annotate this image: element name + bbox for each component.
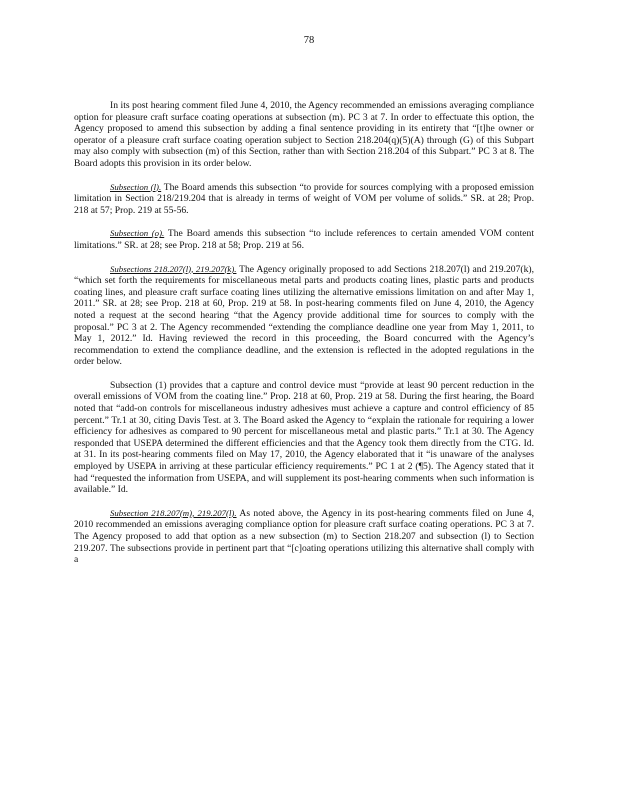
section-heading: Subsections 218.207(l), 219.207(k).: [110, 263, 237, 274]
paragraph-1: [74, 100, 534, 170]
paragraph-6: [74, 508, 534, 566]
paragraph-text: The Board amends this subsection “to provide for sources complying with a proposed emission limitation in Section 218/219.204 that is already in terms of weight of VOM per volume of solids.” SR. at 28; Prop. 218 at 57; Prop. 219 at 55-56.: [74, 181, 534, 216]
section-heading: Subsection (l).: [110, 181, 162, 192]
page-number: 78: [303, 35, 315, 46]
paragraph-2: [74, 182, 534, 217]
paragraph-3: [74, 228, 534, 251]
paragraph-4: [74, 264, 534, 368]
page-body: [74, 100, 534, 578]
paragraph-text: Subsection (1) provides that a capture and control device must “provide at least 90 percent reduction in the overall emissions of VOM from the coating line.” Prop. 218 at 60, Prop. 219 at 58. During the first hearing, the Board noted that “add-on controls for miscellaneous industry adhesives must achieve a capture and control efficiency of 85 percent.” Tr.1 at 30, citing Davis Test. at 3. The Board asked the Agency to “explain the rationale for requiring a lower efficiency for adhesives as compared to 90 percent for miscellaneous metal and plastic parts.” Tr.1 at 30. The Agency responded that USEPA determined the different efficiencies and that the Agency took them directly from the CTG. Id. at 31. In its post-hearing comments filed on May 17, 2010, the Agency elaborated that it “is unaware of the analyses employed by USEPA in arriving at these particular efficiency requirements.” PC 1 at 2 (¶5). The Agency stated that it had “requested the information from USEPA, and will supplement its post-hearing comments when such information is available.” Id.: [74, 379, 534, 496]
paragraph-text: The Board amends this subsection “to include references to certain amended VOM content limitations.” SR. at 28; see Prop. 218 at 58; Prop. 219 at 56.: [74, 228, 534, 251]
paragraph-5: [74, 380, 534, 496]
paragraph-text: The Agency originally proposed to add Sections 218.207(l) and 219.207(k), “which set forth the requirements for miscellaneous metal parts and products coating lines, plastic parts and products coating lines, and pleasure craft surface coating lines utilizing the alternative emissions limitation on and after May 1, 2011.” SR. at 28; see Prop. 218 at 60, Prop. 219 at 58. In post-hearing comments filed on June 4, 2010, the Agency noted a request at the second hearing “that the Agency provide additional time for sources to comply with the proposal.” PC 3 at 2. The Agency recommended “extending the compliance deadline one year from May 1, 2011, to May 1, 2012.” Id. Having reviewed the record in this proceeding, the Board concurred with the Agency’s recommendation to extend the compliance deadline, and the extension is reflected in the adopted regulations in the order below.: [74, 263, 534, 368]
section-heading: Subsection 218.207(m), 219.207(l).: [110, 507, 237, 518]
paragraph-text: As noted above, the Agency in its post-hearing comments filed on June 4, 2010 recommended an emissions averaging compliance option for pleasure craft surface coating operations. PC 3 at 7. The Agency proposed to add that option as a new subsection (m) to Section 218.207 and subsection (l) to Section 219.207. The subsections provide in pertinent part that “[c]oating operations utilizing this alternative shall comply with a: [74, 507, 534, 566]
paragraph-text: In its post hearing comment filed June 4, 2010, the Agency recommended an emissions averaging compliance option for pleasure craft surface coating operations at subsection (m). PC 3 at 7. In order to effectuate this option, the Agency proposed to amend this subsection by adding a final sentence providing in its entirety that “[t]he owner or operator of a pleasure craft surface coating operation subject to Section 218.204(q)(5)(A) through (G) of this Subpart may also comply with subsection (m) of this Section, rather than with Section 218.204 of this Subpart.” PC 3 at 8. The Board adopts this provision in its order below.: [74, 100, 534, 169]
section-heading: Subsection (o).: [110, 228, 165, 239]
